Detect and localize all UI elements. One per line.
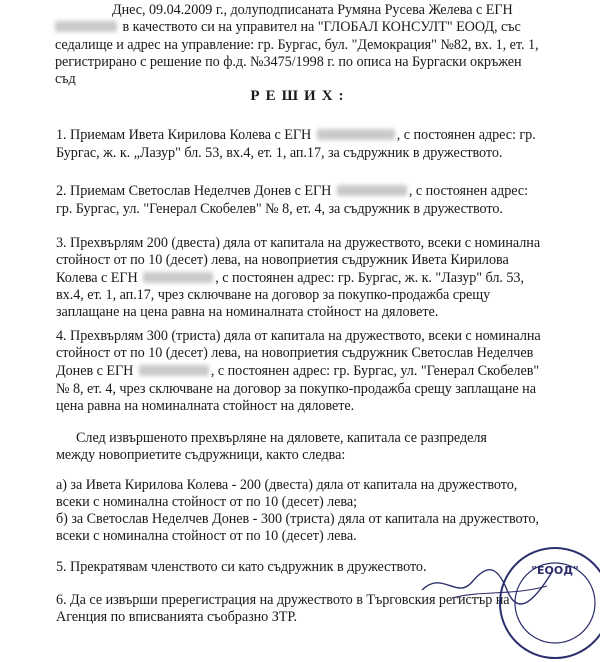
item-2-text-b: , с постоянен адрес:	[408, 183, 528, 199]
item-3-text-c2: , с постоянен адрес: гр. Бургас, ж. к. "Лазур" бл. 53,	[215, 270, 524, 286]
redacted-egn	[55, 21, 117, 32]
item-3-line-3	[56, 270, 524, 287]
redacted-egn	[337, 185, 407, 196]
item-3-line-1: 3. Прехвърлям 200 (двеста) дяла от капитала на дружеството, всеки с номинална	[56, 235, 541, 251]
redacted-egn	[139, 365, 209, 376]
intro-line-4: регистрирано с решение по ф.д. №3475/1998 г. по описа на Бургаски окръжен	[55, 54, 522, 70]
item-4-line-3	[56, 363, 539, 380]
company-stamp	[496, 544, 600, 662]
intro-line-1-text: Днес, 09.04.2009 г., долуподписаната Румяна Русева Желева с ЕГН	[112, 2, 513, 18]
item-2-text-a: 2. Приемам Светослав Неделчев Донев с ЕГН	[56, 183, 332, 199]
item-1-text-b: , с постоянен адрес: гр.	[396, 127, 536, 143]
redacted-egn	[317, 129, 395, 140]
redacted-egn	[143, 272, 213, 283]
item-6-line-2: Агенция по вписванията съобразно ЗТР.	[56, 609, 297, 625]
intro-line-3: седалище и адрес на управление: гр. Бургас, бул. "Демокрация" №82, вх. 1, ет. 1,	[55, 37, 539, 53]
intro-line-2-text: в качеството си на управител на "ГЛОБАЛ КОНСУЛТ" ЕООД, със	[122, 19, 521, 35]
item-3-line-2: стойност от по 10 (десет) лева, на новоприетия съдружник Ивета Кирилова	[56, 252, 509, 268]
intro-line-1	[112, 2, 513, 19]
summary-line-2: между новоприетите съдружници, както следва:	[56, 447, 346, 463]
item-6-line-1: 6. Да се извърши пререгистрация на дружеството в Търговския регистър на	[56, 592, 510, 608]
item-4-line-5: цена равна на номиналната стойност на дяловете.	[56, 398, 355, 414]
item-4-text-c1: Донев с ЕГН	[56, 363, 134, 379]
summary-line-1: След извършеното прехвърляне на дяловете, капитала се разпределя	[76, 430, 487, 446]
item-4-line-1: 4. Прехвърлям 300 (триста) дяла от капитала на дружеството, всеки с номинална	[56, 328, 541, 344]
item-4-text-c2: , с постоянен адрес: гр. Бургас, ул. "Генерал Скобелев"	[210, 363, 540, 379]
allocation-b-line-2: всеки с номинална стойност от по 10 (десет) лева.	[56, 528, 357, 544]
allocation-b-line-1: б) за Светослав Неделчев Донев - 300 (триста) дяла от капитала на дружеството,	[56, 511, 539, 527]
intro-line-2	[55, 19, 521, 36]
item-3-line-4: вх.4, ет. 1, ап.17, чрез сключване на договор за покупко-продажба срещу	[56, 287, 491, 303]
item-3-text-c1: Колева с ЕГН	[56, 270, 138, 286]
item-1-line-2: Бургас, ж. к. „Лазур" бл. 53, вх.4, ет. 1, ап.17, за съдружник в дружеството.	[56, 145, 503, 161]
item-2-line-1	[56, 183, 528, 200]
item-2-line-2: гр. Бургас, ул. "Генерал Скобелев" № 8, ет. 4, за съдружник в дружеството.	[56, 201, 503, 217]
allocation-a-line-1: а) за Ивета Кирилова Колева - 200 (двеста) дяла от капитала на дружеството,	[56, 477, 518, 493]
item-3-line-5: заплащане на цена равна на номиналната стойност на дяловете.	[56, 304, 439, 320]
intro-line-5: съд	[55, 71, 76, 87]
item-5: 5. Прекратявам членството си като съдружник в дружеството.	[56, 559, 427, 575]
item-1-text-a: 1. Приемам Ивета Кирилова Колева с ЕГН	[56, 127, 312, 143]
document-heading: РЕШИХ:	[250, 88, 350, 104]
stamp-text: "ЕООД"	[531, 564, 579, 577]
item-1-line-1	[56, 127, 536, 144]
item-4-line-2: стойност от по 10 (десет) лева, на новоприетия съдружник Светослав Неделчев	[56, 345, 534, 361]
item-4-line-4: № 8, ет. 4, чрез сключване на договор за покупко-продажба срещу заплащане на	[56, 381, 536, 397]
allocation-a-line-2: всеки с номинална стойност от по 10 (десет) лева;	[56, 494, 357, 510]
